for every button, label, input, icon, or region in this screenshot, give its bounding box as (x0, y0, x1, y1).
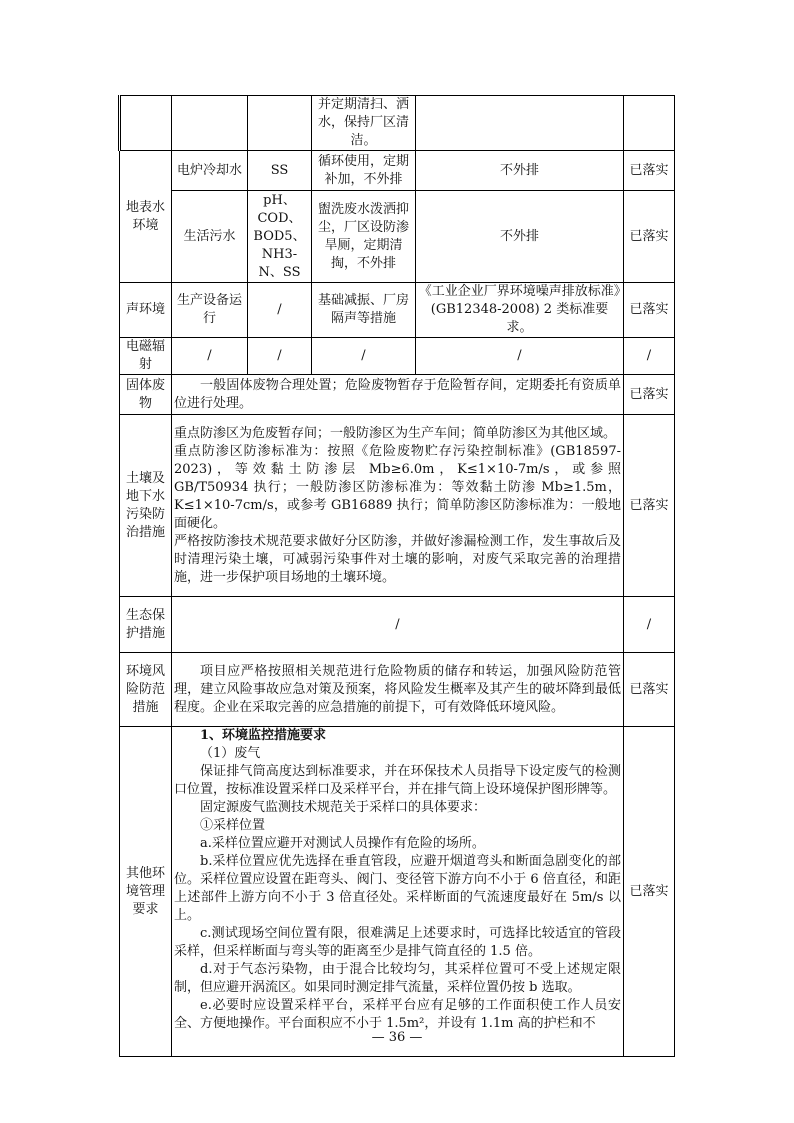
text-cell (172, 415, 624, 597)
paragraph: e.必要时应设置采样平台，采样平台应有足够的工作面积使工作人员安全、方便地操作。平台面积应不小于 1.5m²，并设有 1.1m 高的护栏和不 (174, 998, 621, 1031)
source-cell: 电炉冷却水 (172, 151, 248, 191)
category-cell: 固体废物 (120, 375, 172, 415)
standard-cell: 不外排 (416, 151, 624, 191)
section-heading: 1、环境监控措施要求 (200, 728, 327, 743)
table-row (120, 151, 675, 191)
source-cell: 生活污水 (172, 191, 248, 283)
standard-cell: 不外排 (416, 191, 624, 283)
text-cell (172, 727, 624, 1057)
table-row (120, 727, 675, 1057)
table-row (120, 283, 675, 338)
status-cell: 已落实 (624, 151, 675, 191)
table-row (120, 375, 675, 415)
category-cell: 声环境 (120, 283, 172, 338)
category-cell: 地表水环境 (120, 151, 172, 283)
measure-cell: 盥洗废水泼洒抑尘，厂区设防渗旱厕，定期清掏，不外排 (312, 191, 416, 283)
status-cell: 已落实 (624, 191, 675, 283)
paragraph: ①采样位置 (200, 818, 266, 833)
source-cell: / (172, 338, 248, 375)
paragraph: 重点防渗区为危废暂存间；一般防渗区为生产车间；简单防渗区为其他区域。 (174, 425, 617, 441)
paragraph: 严格按防渗技术规范要求做好分区防渗，并做好渗漏检测工作，发生事故后及时清理污染土壤，可减弱污染事件对土壤的影响，对废气采取完善的治理措施，进一步保护项目场地的土壤环境。 (174, 533, 621, 585)
measure-cell: 并定期清扫、洒水，保持厂区清洁。 (312, 96, 416, 151)
standard-cell: 《工业企业厂界环境噪声排放标准》(GB12348-2008) 2 类标准要求。 (416, 283, 624, 338)
category-cell: 土壤及地下水污染防治措施 (120, 415, 172, 597)
paragraph: d.对于气态污染物，由于混合比较均匀，其采样位置可不受上述规定限制，但应避开涡流区。如果同时测定排气流量，采样位置仍按 b 选取。 (174, 962, 621, 995)
table-row (120, 338, 675, 375)
table-row (120, 653, 675, 727)
subheading: （1）废气 (200, 746, 261, 761)
status-cell: / (624, 597, 675, 653)
text-cell: 项目应严格按照相关规范进行危险物质的储存和转运，加强风险防范管理，建立风险事故应急对策及预案，将风险发生概率及其产生的破坏降到最低程度。企业在采取完善的应急措施的前提下，可有效降低环境风险。 (172, 653, 624, 727)
pollutant-cell: SS (248, 151, 312, 191)
pollutant-cell: pH、COD、BOD5、NH3-N、SS (248, 191, 312, 283)
status-cell: 已落实 (624, 375, 675, 415)
category-cell: 电磁辐射 (120, 338, 172, 375)
pollutant-cell: / (248, 283, 312, 338)
category-cell: 环境风险防范措施 (120, 653, 172, 727)
measure-cell: 循环使用，定期补加，不外排 (312, 151, 416, 191)
paragraph: 保证排气筒高度达到标准要求，并在环保技术人员指导下设定废气的检测口位置，按标准设置采样口及采样平台，并在排气筒上设环境保护图形牌等。 (174, 764, 621, 797)
table-row (120, 191, 675, 283)
measure-cell: / (312, 338, 416, 375)
status-cell: 已落实 (624, 653, 675, 727)
status-cell: 已落实 (624, 283, 675, 338)
page-number: — 36 — (371, 1030, 423, 1045)
text-cell: / (172, 597, 624, 653)
status-cell: 已落实 (624, 727, 675, 1057)
environment-measures-table (118, 95, 675, 1057)
pollutant-cell: / (248, 338, 312, 375)
category-cell: 其他环境管理要求 (120, 727, 172, 1057)
status-cell: / (624, 338, 675, 375)
standard-cell: / (416, 338, 624, 375)
category-cell: 生态保护措施 (120, 597, 172, 653)
table-row (120, 415, 675, 597)
table-row (120, 96, 675, 151)
paragraph: a.采样位置应避开对测试人员操作有危险的场所。 (200, 836, 485, 851)
source-cell: 生产设备运行 (172, 283, 248, 338)
table-row (120, 597, 675, 653)
paragraph: c.测试现场空间位置有限，很难满足上述要求时，可选择比较适宜的管段采样，但采样断面与弯头等的距离至少是排气筒直径的 1.5 倍。 (174, 926, 621, 959)
text-cell: 一般固体废物合理处置；危险废物暂存于危险暂存间，定期委托有资质单位进行处理。 (172, 375, 624, 415)
status-cell: 已落实 (624, 415, 675, 597)
measure-cell: 基础减振、厂房隔声等措施 (312, 283, 416, 338)
paragraph: 固定源废气监测技术规范关于采样口的具体要求： (200, 800, 487, 815)
paragraph: b.采样位置应优先选择在垂直管段，应避开烟道弯头和断面急剧变化的部位。采样位置应设置在距弯头、阀门、变径管下游方向不小于 6 倍直径，和距上述部件上游方向不小于 3 倍直径处。采样断面的气流速度最好在 5m/s 以上。 (174, 854, 621, 923)
paragraph: 重点防渗区防渗标准为：按照《危险废物贮存污染控制标准》(GB18597-2023)，等效黏土防渗层 Mb≥6.0m，K≤1×10-7m/s，或参照 GB/T50934 执行；一般防渗区防渗标准为：等效黏土防渗 Mb≥1.5m，K≤1×10-7cm/s，或参考 GB16889 执行；简单防渗区防渗标准为：一般地面硬化。 (174, 443, 621, 531)
